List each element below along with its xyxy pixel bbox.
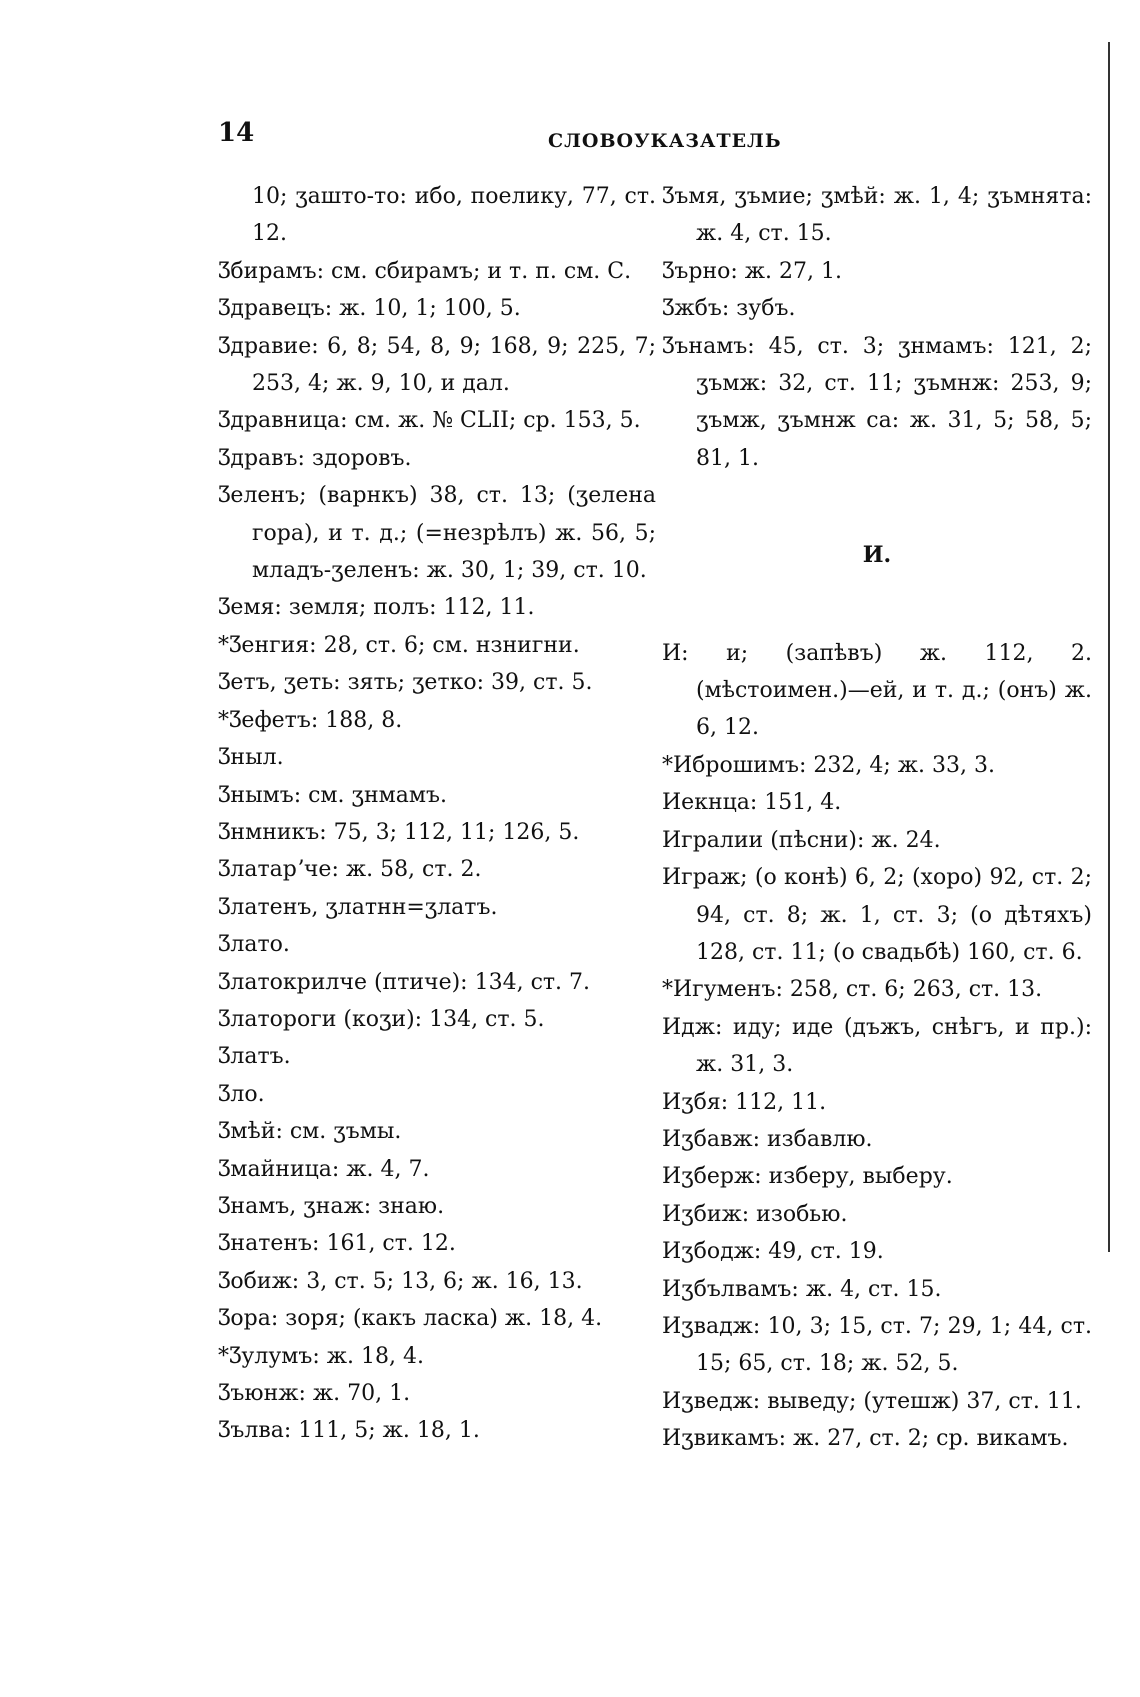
section-spacer xyxy=(662,575,1092,635)
index-entry: Ʒнатенъ: 161, ст. 12. xyxy=(218,1231,456,1257)
index-entry: Ʒлатороги (коʒи): 134, ст. 5. xyxy=(218,1006,545,1032)
index-entry: Иʒбълвамъ: ж. 4, ст. 15. xyxy=(662,1276,942,1302)
index-entry: Играж; (о конѣ) 6, 2; (хоро) 92, ст. 2; 94, ст. 8; ж. 1, ст. 3; (о дѣтяхъ) 128, ст. 11; (о свадьбѣ) 160, ст. 6. xyxy=(662,865,1092,965)
index-entry: Ʒнмникъ: 75, 3; 112, 11; 126, 5. xyxy=(218,819,580,845)
index-entry: *Ʒефетъ: 188, 8. xyxy=(218,707,403,733)
index-entry: Ʒеленъ; (варнкъ) 38, ст. 13; (ʒелена гора), и т. д.; (=незрѣлъ) ж. 56, 5; младъ-ʒеленъ: ж. 30, 1; 39, ст. 10. xyxy=(218,483,656,584)
index-entry: Ʒънамъ: 45, ст. 3; ʒнмамъ: 121, 2; ʒъмж: 32, ст. 11; ʒъмнж: 253, 9; ʒъмж, ʒъмнж са: ж. 31, 5; 58, 5; 81, 1. xyxy=(662,333,1092,471)
index-entry: Иʒбиж: изобью. xyxy=(662,1201,848,1227)
index-entry: Ʒлато. xyxy=(218,932,290,958)
index-entry: Иʒбя: 112, 11. xyxy=(662,1089,827,1115)
index-entry: Ʒнымъ: см. ʒнмамъ. xyxy=(218,782,447,808)
running-head: СЛОВОУКАЗАТЕЛЬ xyxy=(548,130,782,152)
index-entry: 10; ʒашто-то: ибо, поелику, 77, ст. 12. xyxy=(252,184,656,247)
index-entry: Ʒемя: земля; полъ: 112, 11. xyxy=(218,595,535,621)
index-entry: Ʒъмя, ʒъмие; ʒмѣй: ж. 1, 4; ʒъмнята: ж. 4, ст. 15. xyxy=(662,184,1092,247)
index-entry: *Ʒулумъ: ж. 18, 4. xyxy=(218,1343,424,1369)
index-entry: Ʒълва: 111, 5; ж. 18, 1. xyxy=(218,1418,480,1444)
index-entry: Ʒмѣй: см. ʒъмы. xyxy=(218,1119,402,1145)
page-header xyxy=(218,118,1078,158)
index-entry: Иʒвикамъ: ж. 27, ст. 2; ср. викамъ. xyxy=(662,1426,1069,1452)
index-entry: Ʒора: зоря; (какъ ласка) ж. 18, 4. xyxy=(218,1306,603,1332)
index-entry: Ʒърно: ж. 27, 1. xyxy=(662,258,843,284)
index-entry: Ʒобиж: 3, ст. 5; 13, 6; ж. 16, 13. xyxy=(218,1268,583,1294)
index-entry: Ʒло. xyxy=(218,1081,265,1107)
index-entry: Ʒмайница: ж. 4, 7. xyxy=(218,1156,430,1182)
index-entry: Ʒдравница: см. ж. № CLII; ср. 153, 5. xyxy=(218,408,641,434)
index-entry: Ʒбирамъ: см. сбирамъ; и т. п. см. С. xyxy=(218,258,632,284)
left-column xyxy=(218,178,656,1450)
section-letter-heading: И. xyxy=(862,542,892,569)
page-number: 14 xyxy=(218,118,255,148)
index-entry: Ʒжбъ: зубъ. xyxy=(662,296,796,322)
index-entry: Ʒныл. xyxy=(218,745,284,771)
index-entry: *Ʒенгия: 28, ст. 6; см. нзнигни. xyxy=(218,632,580,658)
index-entry: Иекнца: 151, 4. xyxy=(662,790,842,816)
index-entry: Ʒлатъ. xyxy=(218,1044,291,1070)
index-entry: Ʒлатарʼче: ж. 58, ст. 2. xyxy=(218,857,482,883)
index-entry: Ʒдравъ: здоровъ. xyxy=(218,445,412,471)
index-entry: Идж: иду; иде (дъжъ, снѣгъ, и пр.): ж. 31, 3. xyxy=(662,1014,1092,1078)
index-entry: И: и; (запѣвъ) ж. 112, 2. (мѣстоимен.)—ей, и т. д.; (онъ) ж. 6, 12. xyxy=(662,640,1092,741)
index-entry: *Игуменъ: 258, ст. 6; 263, ст. 13. xyxy=(662,977,1043,1003)
index-entry: Иʒбавж: избавлю. xyxy=(662,1126,873,1152)
index-entry: Иʒбодж: 49, ст. 19. xyxy=(662,1239,884,1265)
index-entry: Игралии (пѣсни): ж. 24. xyxy=(662,827,941,853)
page-edge-rule xyxy=(1108,42,1110,1252)
index-entry: Ʒлатенъ, ʒлатнн=ʒлатъ. xyxy=(218,894,498,920)
index-entry: Иʒведж: выведу; (утешж) 37, ст. 11. xyxy=(662,1388,1082,1414)
index-entry: *Иброшимъ: 232, 4; ж. 33, 3. xyxy=(662,752,995,778)
index-entry: Иʒберж: изберу, выберу. xyxy=(662,1164,953,1190)
section-spacer xyxy=(662,477,1092,537)
index-entry: Ʒъюнж: ж. 70, 1. xyxy=(218,1381,411,1406)
index-entry: Ʒдравие: 6, 8; 54, 8, 9; 168, 9; 225, 7; 253, 4; ж. 9, 10, и дал. xyxy=(218,333,656,397)
right-column xyxy=(662,178,1092,1458)
index-entry: Иʒвадж: 10, 3; 15, ст. 7; 29, 1; 44, ст. 15; 65, ст. 18; ж. 52, 5. xyxy=(662,1313,1092,1377)
index-entry: Ʒнамъ, ʒнаж: знаю. xyxy=(218,1193,445,1219)
index-entry: Ʒетъ, ʒеть: зять; ʒетко: 39, ст. 5. xyxy=(218,670,593,696)
index-entry: Ʒлатокрилче (птиче): 134, ст. 7. xyxy=(218,969,591,995)
index-entry: Ʒдравецъ: ж. 10, 1; 100, 5. xyxy=(218,296,521,322)
